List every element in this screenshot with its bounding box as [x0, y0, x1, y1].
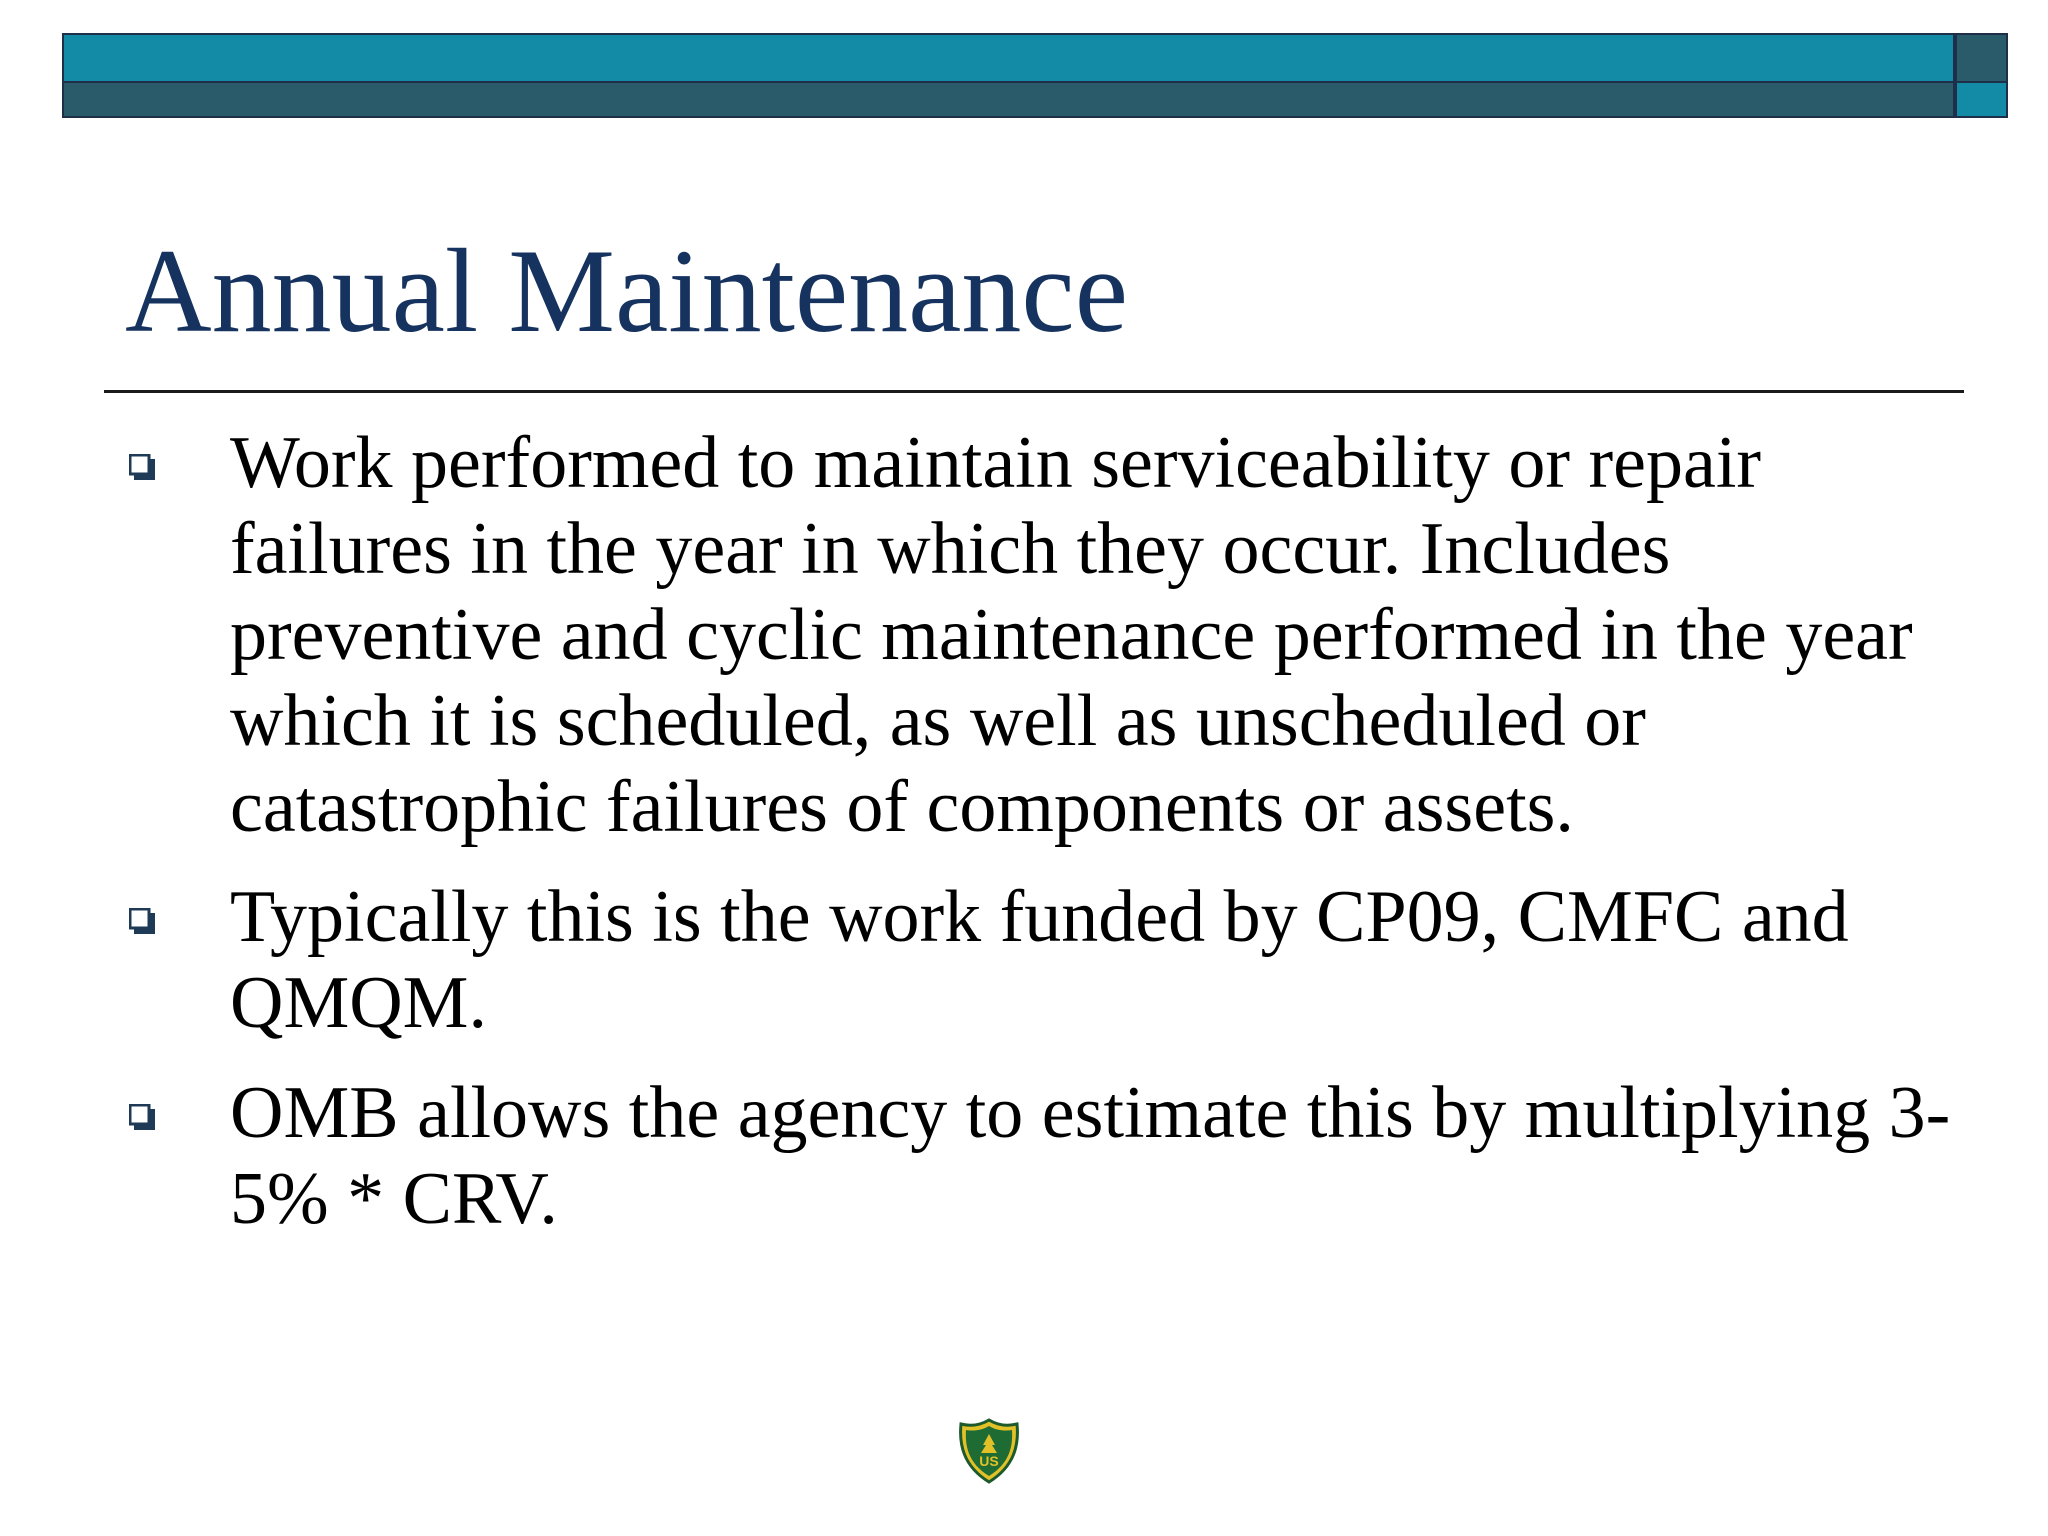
- bullet-item: [125, 420, 1955, 850]
- header-square-top: [1955, 33, 2008, 83]
- checkbox-bullet-icon: [129, 908, 155, 934]
- bullet-item: [125, 874, 1955, 1046]
- bullet-text: Work performed to maintain serviceability or repair failures in the year in which they occur. Includes preventive and cyclic maintenance performed in the year which it is scheduled, as well as unscheduled or catastrophic failures of components or assets.: [230, 422, 1913, 848]
- header-bar-bottom: [62, 83, 1955, 118]
- bullet-item: [125, 1070, 1955, 1242]
- forest-service-shield-icon: [957, 1418, 1021, 1484]
- title-divider: [104, 390, 1964, 393]
- slide-title: Annual Maintenance: [125, 224, 1128, 357]
- header-bar-top: [62, 33, 1955, 83]
- logo-label: US: [979, 1453, 999, 1469]
- checkbox-bullet-icon: [129, 454, 155, 480]
- bullet-text: OMB allows the agency to estimate this by multiplying 3-5% * CRV.: [230, 1072, 1951, 1240]
- checkbox-bullet-icon: [129, 1104, 155, 1130]
- bullet-list: [125, 420, 1955, 1266]
- header-square-bottom: [1955, 83, 2008, 118]
- bullet-text: Typically this is the work funded by CP09, CMFC and QMQM.: [230, 876, 1849, 1044]
